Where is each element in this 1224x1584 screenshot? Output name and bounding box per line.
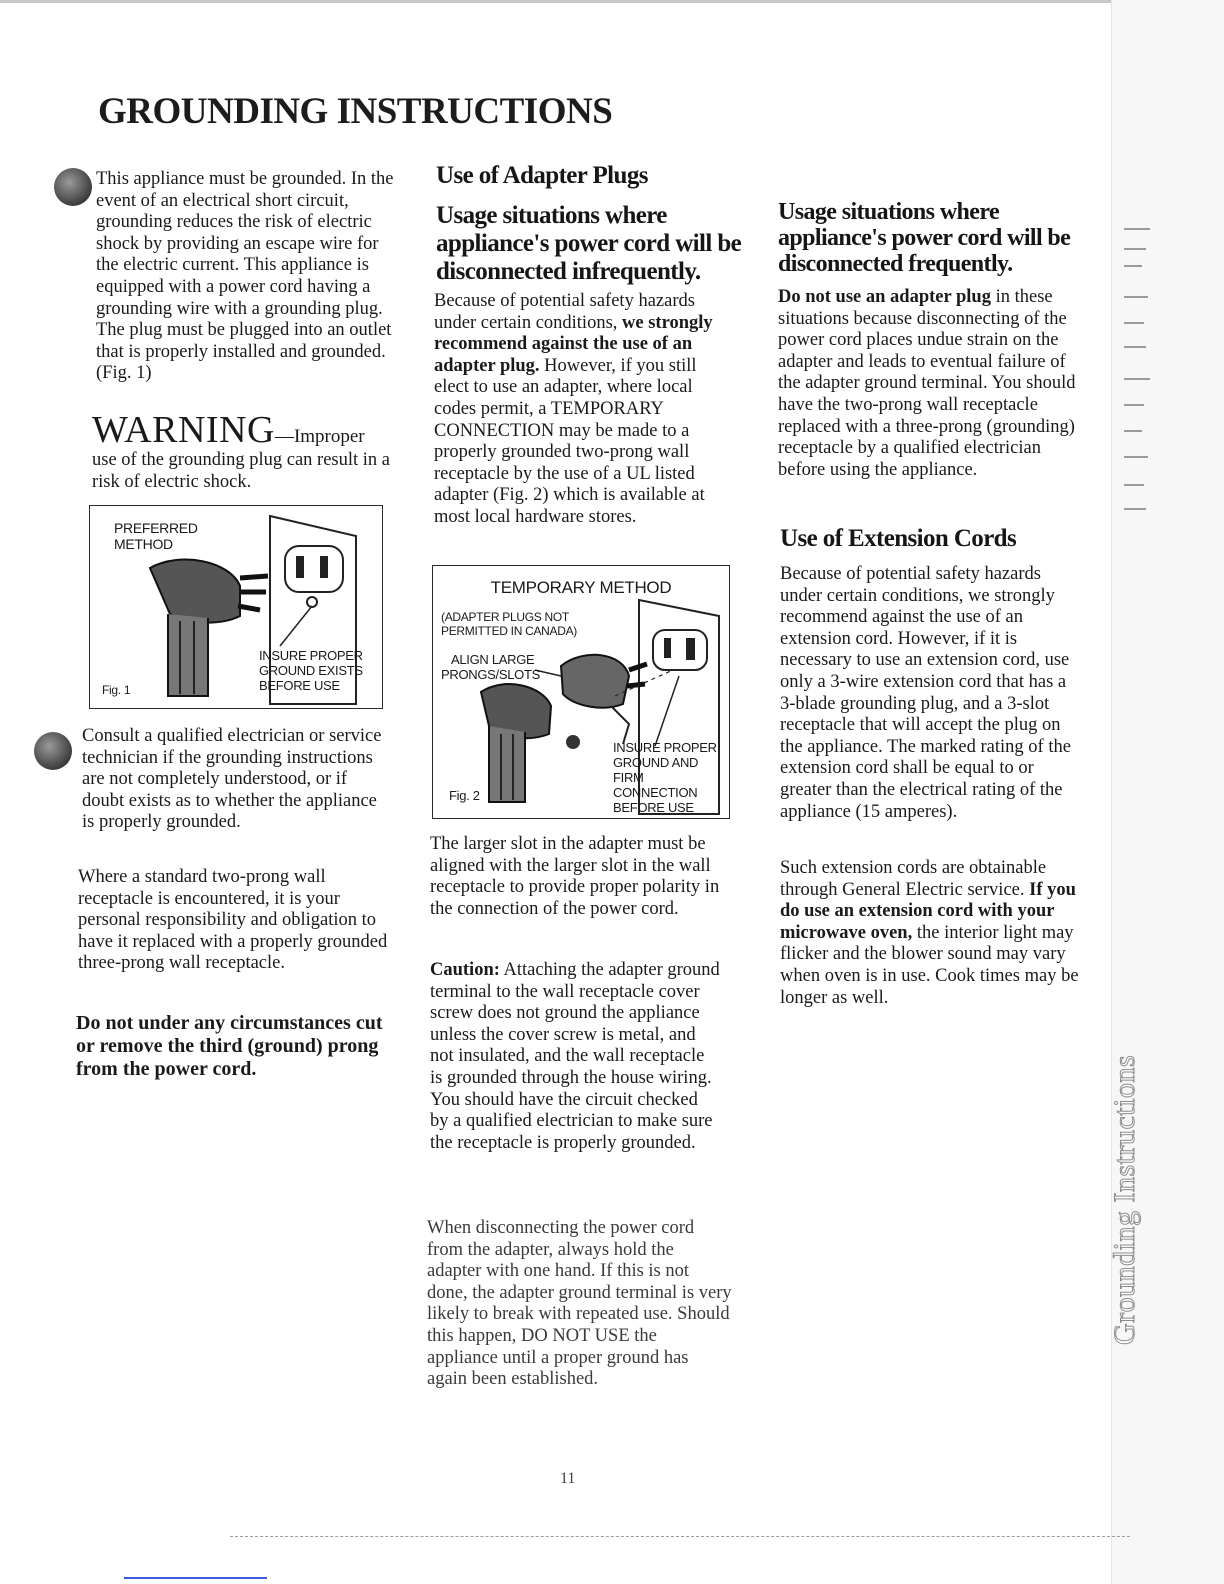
caution-paragraph: Caution: Attaching the adapter ground terminal to the wall receptacle cover screw does not ground the appliance unless the cover screw is metal, and not insulated, and the wall receptacle is grounded through the house wiring. You should have the circuit checked by a qualified electrician to make sure the receptacle is properly grounded.	[430, 960, 720, 1153]
bullet-icon	[54, 168, 92, 206]
no-adapter-paragraph: Do not use an adapter plug in these situations because disconnecting of the power cord places undue strain on the adapter and leads to eventual failure of the adapter ground terminal. You should have the two-prong wall receptacle replaced with a three-prong (grounding) receptacle by a qualified electrician before using the appliance.	[778, 287, 1076, 480]
fig2-canada-note: (ADAPTER PLUGS NOT PERMITTED IN CANADA)	[441, 610, 578, 638]
scan-mark	[1124, 378, 1150, 380]
adapter	[561, 655, 629, 708]
fig1-note: INSURE PROPER GROUND EXISTS BEFORE USE	[259, 648, 363, 693]
warning-heading: WARNING	[92, 409, 275, 451]
consult-paragraph: Consult a qualified electrician or service technician if the grounding instructions are not completely understood, or if doubt exists as to whether the appliance is properly grounded.	[82, 726, 382, 833]
scan-bottom-edge	[230, 1536, 1130, 1538]
outlet-slot	[320, 556, 328, 578]
scan-mark	[1124, 248, 1146, 250]
cover-screw	[566, 735, 580, 749]
adapter-plugs-heading: Use of Adapter Plugs	[436, 162, 648, 189]
scan-mark	[1124, 456, 1148, 458]
power-cord	[168, 614, 208, 696]
scan-blue-line	[124, 1577, 267, 1579]
extension-paragraph: Because of potential safety hazards under certain conditions, we strongly recommend against the use of an extension cord. However, if it is necessary to use an extension cord, use only a 3-wire extension cord that has a 3-blade grounding plug, and a 3-slot receptacle that will accept the plug on the appliance. The marked rating of the extension cord shall be equal to or greater than the electrical rating of the appliance (15 amperes).	[780, 564, 1071, 822]
extension-cords-heading: Use of Extension Cords	[780, 525, 1017, 552]
obtainable-paragraph: Such extension cords are obtainable through General Electric service. If you do use an extension cord with your microwave oven, the interior light may flicker and the blower sound may vary when oven is in use. Cook times may be longer as well.	[780, 858, 1079, 1008]
scan-mark	[1124, 322, 1144, 324]
scan-mark	[1124, 346, 1146, 348]
outlet-slot	[664, 638, 671, 658]
bullet-icon	[34, 732, 72, 770]
fig2-note: INSURE PROPER GROUND AND FIRM CONNECTION BEFORE USE	[613, 740, 717, 815]
larger-slot-paragraph: The larger slot in the adapter must be aligned with the larger slot in the wall receptacle to provide proper polarity in the connection of the power cord.	[430, 834, 720, 919]
fig1-label: PREFERRED METHOD	[114, 520, 198, 552]
fig1-caption: Fig. 1	[102, 683, 131, 697]
side-tab-title: Grounding Instructions	[1108, 1054, 1141, 1345]
intro-paragraph: This appliance must be grounded. In the event of an electrical short circuit, grounding reduces the risk of electric shock by providing an escape wire for the electric current. This appliance is equipped with a power cord having a grounding wire with a grounding plug. The plug must be plugged into an outlet that is properly installed and grounded. (Fig. 1)	[96, 169, 394, 384]
warning-text: use of the grounding plug can result in a risk of electric shock.	[92, 450, 390, 492]
fig2-caption: Fig. 2	[449, 788, 480, 803]
where-paragraph: Where a standard two-prong wall receptacle is encountered, it is your personal responsibility and obligation to have it replaced with a properly grounded three-prong wall receptacle.	[78, 867, 388, 974]
scan-mark	[1124, 228, 1150, 230]
outlet-face	[285, 546, 343, 592]
disconnecting-paragraph: When disconnecting the power cord from the adapter, always hold the adapter with one hand. If this is not done, the adapter ground terminal is very likely to break with repeated use. Should this happen, DO NOT USE the appliance until a proper ground has again been established.	[427, 1218, 732, 1390]
fig2-title: TEMPORARY METHOD	[490, 578, 672, 597]
figure-1	[89, 505, 383, 709]
do-not-cut-paragraph: Do not under any circumstances cut or remove the third (ground) prong from the power cord.	[76, 1012, 383, 1080]
plug-head	[150, 560, 240, 623]
scan-mark	[1124, 404, 1144, 406]
page-title: GROUNDING INSTRUCTIONS	[98, 91, 613, 132]
figure-2	[432, 565, 730, 819]
outlet-slot	[686, 638, 695, 660]
scan-mark	[1124, 430, 1142, 432]
outlet-slot	[296, 556, 304, 578]
scan-mark	[1124, 484, 1144, 486]
power-cord	[489, 726, 525, 802]
scan-mark	[1124, 508, 1146, 510]
warning-dash: —Improper	[274, 426, 365, 447]
adapter-paragraph: Because of potential safety hazards under certain conditions, we strongly recommend against the use of an adapter plug. However, if you still elect to use an adapter, where local codes permit, a TEMPORARY CONNECTION may be made to a properly grounded two-prong wall receptacle by the use of a UL listed adapter (Fig. 2) which is available at most local hardware stores.	[434, 291, 713, 527]
fig2-align-note: ALIGN LARGE PRONGS/SLOTS	[441, 652, 540, 682]
infrequent-subheading: Usage situations where appliance's power cord will be disconnected infrequently.	[436, 202, 742, 285]
page-number: 11	[560, 1470, 576, 1487]
caution-label: Caution:	[430, 960, 500, 980]
outlet-face	[653, 630, 707, 670]
side-tab	[1111, 0, 1224, 1584]
scan-mark	[1124, 296, 1148, 298]
scan-mark	[1124, 265, 1142, 267]
frequent-subheading: Usage situations where appliance's power cord will be disconnected frequently.	[778, 199, 1071, 277]
scan-top-edge	[0, 0, 1224, 3]
warning-block	[92, 408, 392, 493]
